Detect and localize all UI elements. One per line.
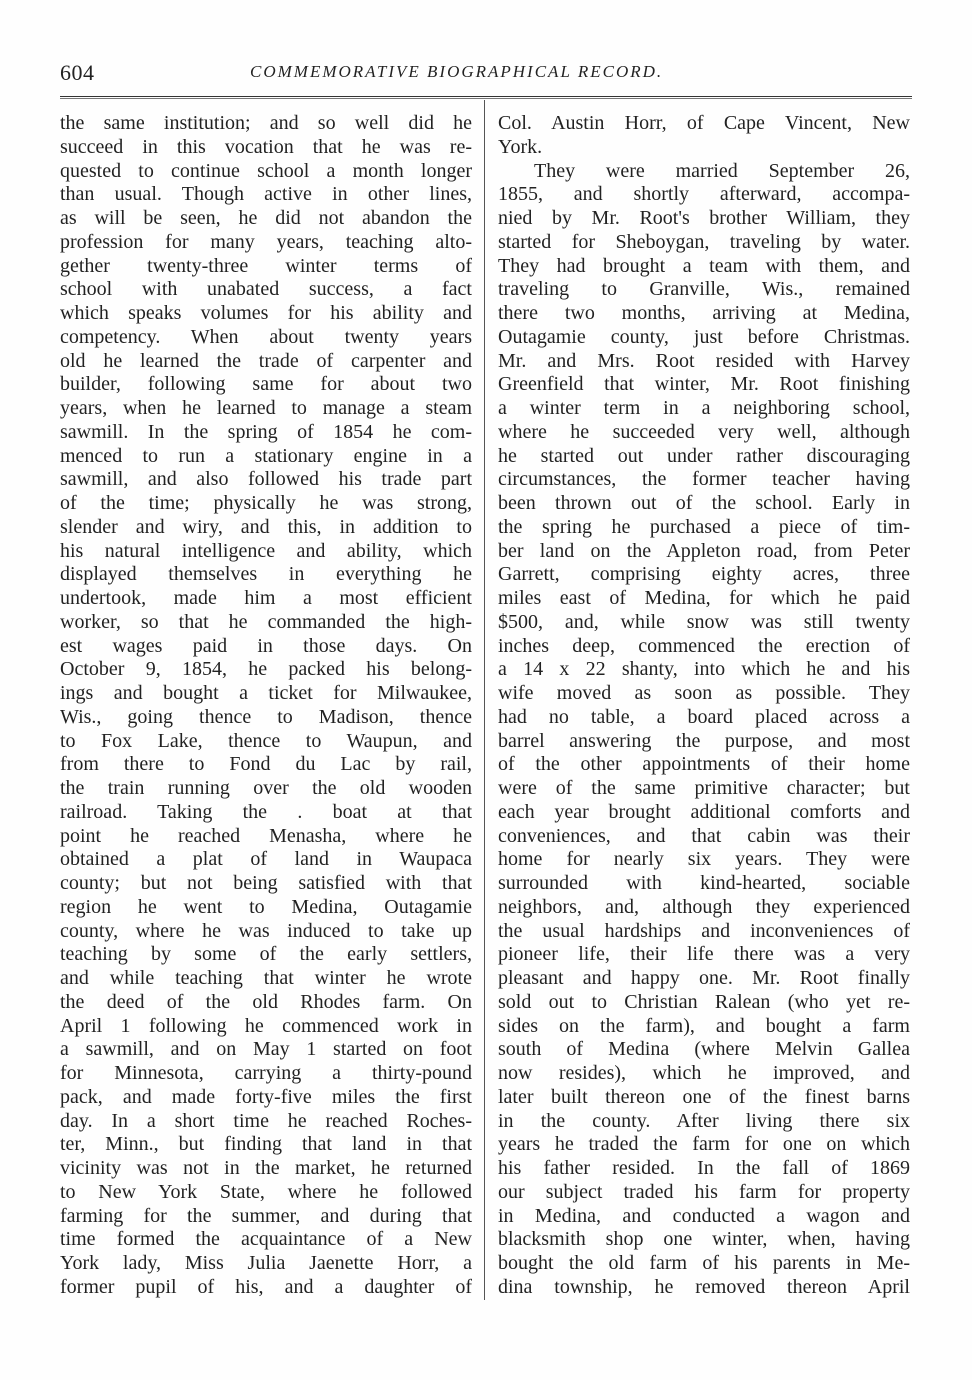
- text-line: there two months, arriving at Medina,: [498, 302, 910, 324]
- text-line: years, when he learned to manage a steam: [60, 397, 472, 419]
- text-line: county; but not being satisfied with that: [60, 872, 472, 894]
- text-line: school with unabated success, a fact: [60, 278, 472, 301]
- text-line: succeed in this vocation that he was re-: [60, 135, 472, 158]
- text-line: sold out to Christian Ralean (who yet re-: [498, 990, 910, 1013]
- text-line: menced to run a stationary engine in a: [60, 444, 472, 467]
- text-line: farming for the summer, and during that: [60, 1204, 472, 1227]
- text-line: a 14 x 22 shanty, into which he and his: [498, 658, 910, 681]
- text-line: of the other appointments of their home: [498, 753, 910, 776]
- header-rule: [60, 96, 912, 99]
- text-line: were of the same primitive character; but: [498, 777, 910, 799]
- text-line: Garrett, comprising eighty acres, three: [498, 563, 910, 586]
- text-line: $500, and, while snow was still twenty: [498, 610, 910, 633]
- text-line: April 1 following he commenced work in: [60, 1014, 472, 1037]
- text-line: he started out under rather discouraging: [498, 444, 910, 467]
- text-line: his father resided. In the fall of 1869: [498, 1157, 910, 1179]
- text-line: now resides), which he improved, and: [498, 1062, 910, 1084]
- text-line: pioneer life, their life there was a very: [498, 943, 910, 966]
- text-line: the usual hardships and inconveniences of: [498, 919, 910, 942]
- running-title: COMMEMORATIVE BIOGRAPHICAL RECORD.: [250, 62, 664, 81]
- text-line: Outagamie county, just before Christmas.: [498, 325, 910, 348]
- text-line: day. In a short time he reached Roches-: [60, 1109, 472, 1132]
- text-line: in the county. After living there six: [498, 1109, 910, 1132]
- text-line: York.: [498, 135, 543, 158]
- left-column: [60, 112, 472, 1300]
- text-line: had no table, a board placed across a: [498, 705, 910, 728]
- text-line: each year brought additional comforts and: [498, 800, 910, 823]
- text-line: as will be seen, he did not abandon the: [60, 207, 472, 229]
- text-line: neighbors, and, although they experienced: [498, 895, 910, 918]
- text-line: competency. When about twenty years: [60, 325, 472, 348]
- text-line: vicinity was not in the market, he returned: [60, 1157, 472, 1179]
- text-line: ber land on the Appleton road, from Peter: [498, 539, 910, 562]
- text-line: from there to Fond du Lac by rail,: [60, 753, 472, 776]
- text-line: the spring he purchased a piece of tim-: [498, 515, 910, 538]
- text-line: teaching by some of the early settlers,: [60, 943, 472, 966]
- text-line: inches deep, commenced the erection of: [498, 634, 910, 657]
- text-line: Mr. and Mrs. Root resided with Harvey: [498, 349, 910, 372]
- right-column: [498, 112, 910, 1300]
- text-line: former pupil of his, and a daughter of: [60, 1275, 472, 1298]
- text-line: ings and bought a ticket for Milwaukee,: [60, 682, 472, 704]
- text-line: builder, following same for about two: [60, 373, 472, 396]
- text-line: years he traded the farm for one on which: [498, 1133, 910, 1156]
- text-line: started for Sheboygan, traveling by water.: [498, 230, 910, 253]
- text-line: for Minnesota, carrying a thirty-pound: [60, 1062, 472, 1084]
- text-line: barrel answering the purpose, and most: [498, 729, 910, 752]
- text-line: south of Medina (where Melvin Gallea: [498, 1038, 910, 1061]
- text-line: They were married September 26,: [534, 159, 910, 182]
- text-line: gether twenty-three winter terms of: [60, 254, 472, 277]
- text-line: conveniences, and that cabin was their: [498, 824, 910, 847]
- text-line: to Fox Lake, thence to Waupun, and: [60, 729, 472, 752]
- text-line: They had brought a team with them, and: [498, 254, 910, 277]
- text-line: surrounded with kind-hearted, sociable: [498, 872, 910, 894]
- text-line: sawmill. In the spring of 1854 he com-: [60, 420, 472, 443]
- column-divider: [484, 100, 485, 1300]
- text-line: circumstances, the former teacher having: [498, 468, 910, 491]
- text-line: worker, so that he commanded the high-: [60, 610, 472, 633]
- text-line: county, where he was induced to take up: [60, 919, 472, 942]
- text-line: our subject traded his farm for property: [498, 1180, 910, 1203]
- text-line: Greenfield that winter, Mr. Root finishing: [498, 373, 910, 396]
- text-line: ter, Minn., but finding that land in that: [60, 1133, 472, 1156]
- text-line: undertook, made him a most efficient: [60, 587, 472, 609]
- text-line: railroad. Taking the . boat at that: [60, 800, 472, 823]
- text-line: est wages paid in those days. On: [60, 634, 472, 657]
- text-line: home for nearly six years. They were: [498, 848, 910, 871]
- text-line: the deed of the old Rhodes farm. On: [60, 990, 472, 1013]
- text-line: displayed themselves in everything he: [60, 563, 472, 586]
- text-line: 1855, and shortly afterward, accompa-: [498, 183, 910, 206]
- text-line: traveling to Granville, Wis., remained: [498, 278, 910, 301]
- text-line: York lady, Miss Julia Jaenette Horr, a: [60, 1252, 472, 1274]
- text-line: the train running over the old wooden: [60, 777, 472, 799]
- page-header: [60, 60, 912, 88]
- text-line: nied by Mr. Root's brother William, they: [498, 207, 910, 229]
- text-line: point he reached Menasha, where he: [60, 824, 472, 847]
- text-line: pack, and made forty-five miles the first: [60, 1085, 472, 1108]
- text-line: a winter term in a neighboring school,: [498, 397, 910, 419]
- text-line: a sawmill, and on May 1 started on foot: [60, 1038, 472, 1061]
- text-line: his natural intelligence and ability, which: [60, 539, 472, 562]
- text-line: quested to continue school a month longer: [60, 159, 472, 182]
- text-line: in Medina, and conducted a wagon and: [498, 1204, 910, 1227]
- text-line: profession for many years, teaching alto-: [60, 230, 472, 253]
- text-line: sawmill, and also followed his trade part: [60, 468, 472, 491]
- text-line: miles east of Medina, for which he paid: [498, 587, 910, 609]
- text-line: and while teaching that winter he wrote: [60, 967, 472, 989]
- text-line: old he learned the trade of carpenter and: [60, 349, 472, 372]
- text-line: dina township, he removed thereon April: [498, 1275, 910, 1298]
- text-line: slender and wiry, and this, in addition to: [60, 515, 472, 538]
- text-line: pleasant and happy one. Mr. Root finally: [498, 967, 910, 989]
- text-line: which speaks volumes for his ability and: [60, 302, 472, 324]
- text-line: Wis., going thence to Madison, thence: [60, 705, 472, 728]
- page-number: 604: [60, 60, 95, 85]
- text-line: later built thereon one of the finest barns: [498, 1085, 910, 1108]
- text-line: blacksmith shop one winter, when, having: [498, 1228, 910, 1251]
- text-line: the same institution; and so well did he: [60, 112, 472, 134]
- text-line: obtained a plat of land in Waupaca: [60, 848, 472, 871]
- text-line: wife moved as soon as possible. They: [498, 682, 910, 704]
- text-line: been thrown out of the school. Early in: [498, 492, 910, 514]
- text-line: sides on the farm), and bought a farm: [498, 1014, 910, 1037]
- text-line: to New York State, where he followed: [60, 1180, 472, 1203]
- text-line: where he succeeded very well, although: [498, 420, 910, 443]
- text-line: of the time; physically he was strong,: [60, 492, 472, 514]
- text-line: October 9, 1854, he packed his belong-: [60, 658, 472, 681]
- text-line: Col. Austin Horr, of Cape Vincent, New: [498, 112, 910, 134]
- text-line: bought the old farm of his parents in Me-: [498, 1252, 910, 1274]
- text-line: region he went to Medina, Outagamie: [60, 895, 472, 918]
- text-line: than usual. Though active in other lines,: [60, 183, 472, 206]
- text-line: time formed the acquaintance of a New: [60, 1228, 472, 1251]
